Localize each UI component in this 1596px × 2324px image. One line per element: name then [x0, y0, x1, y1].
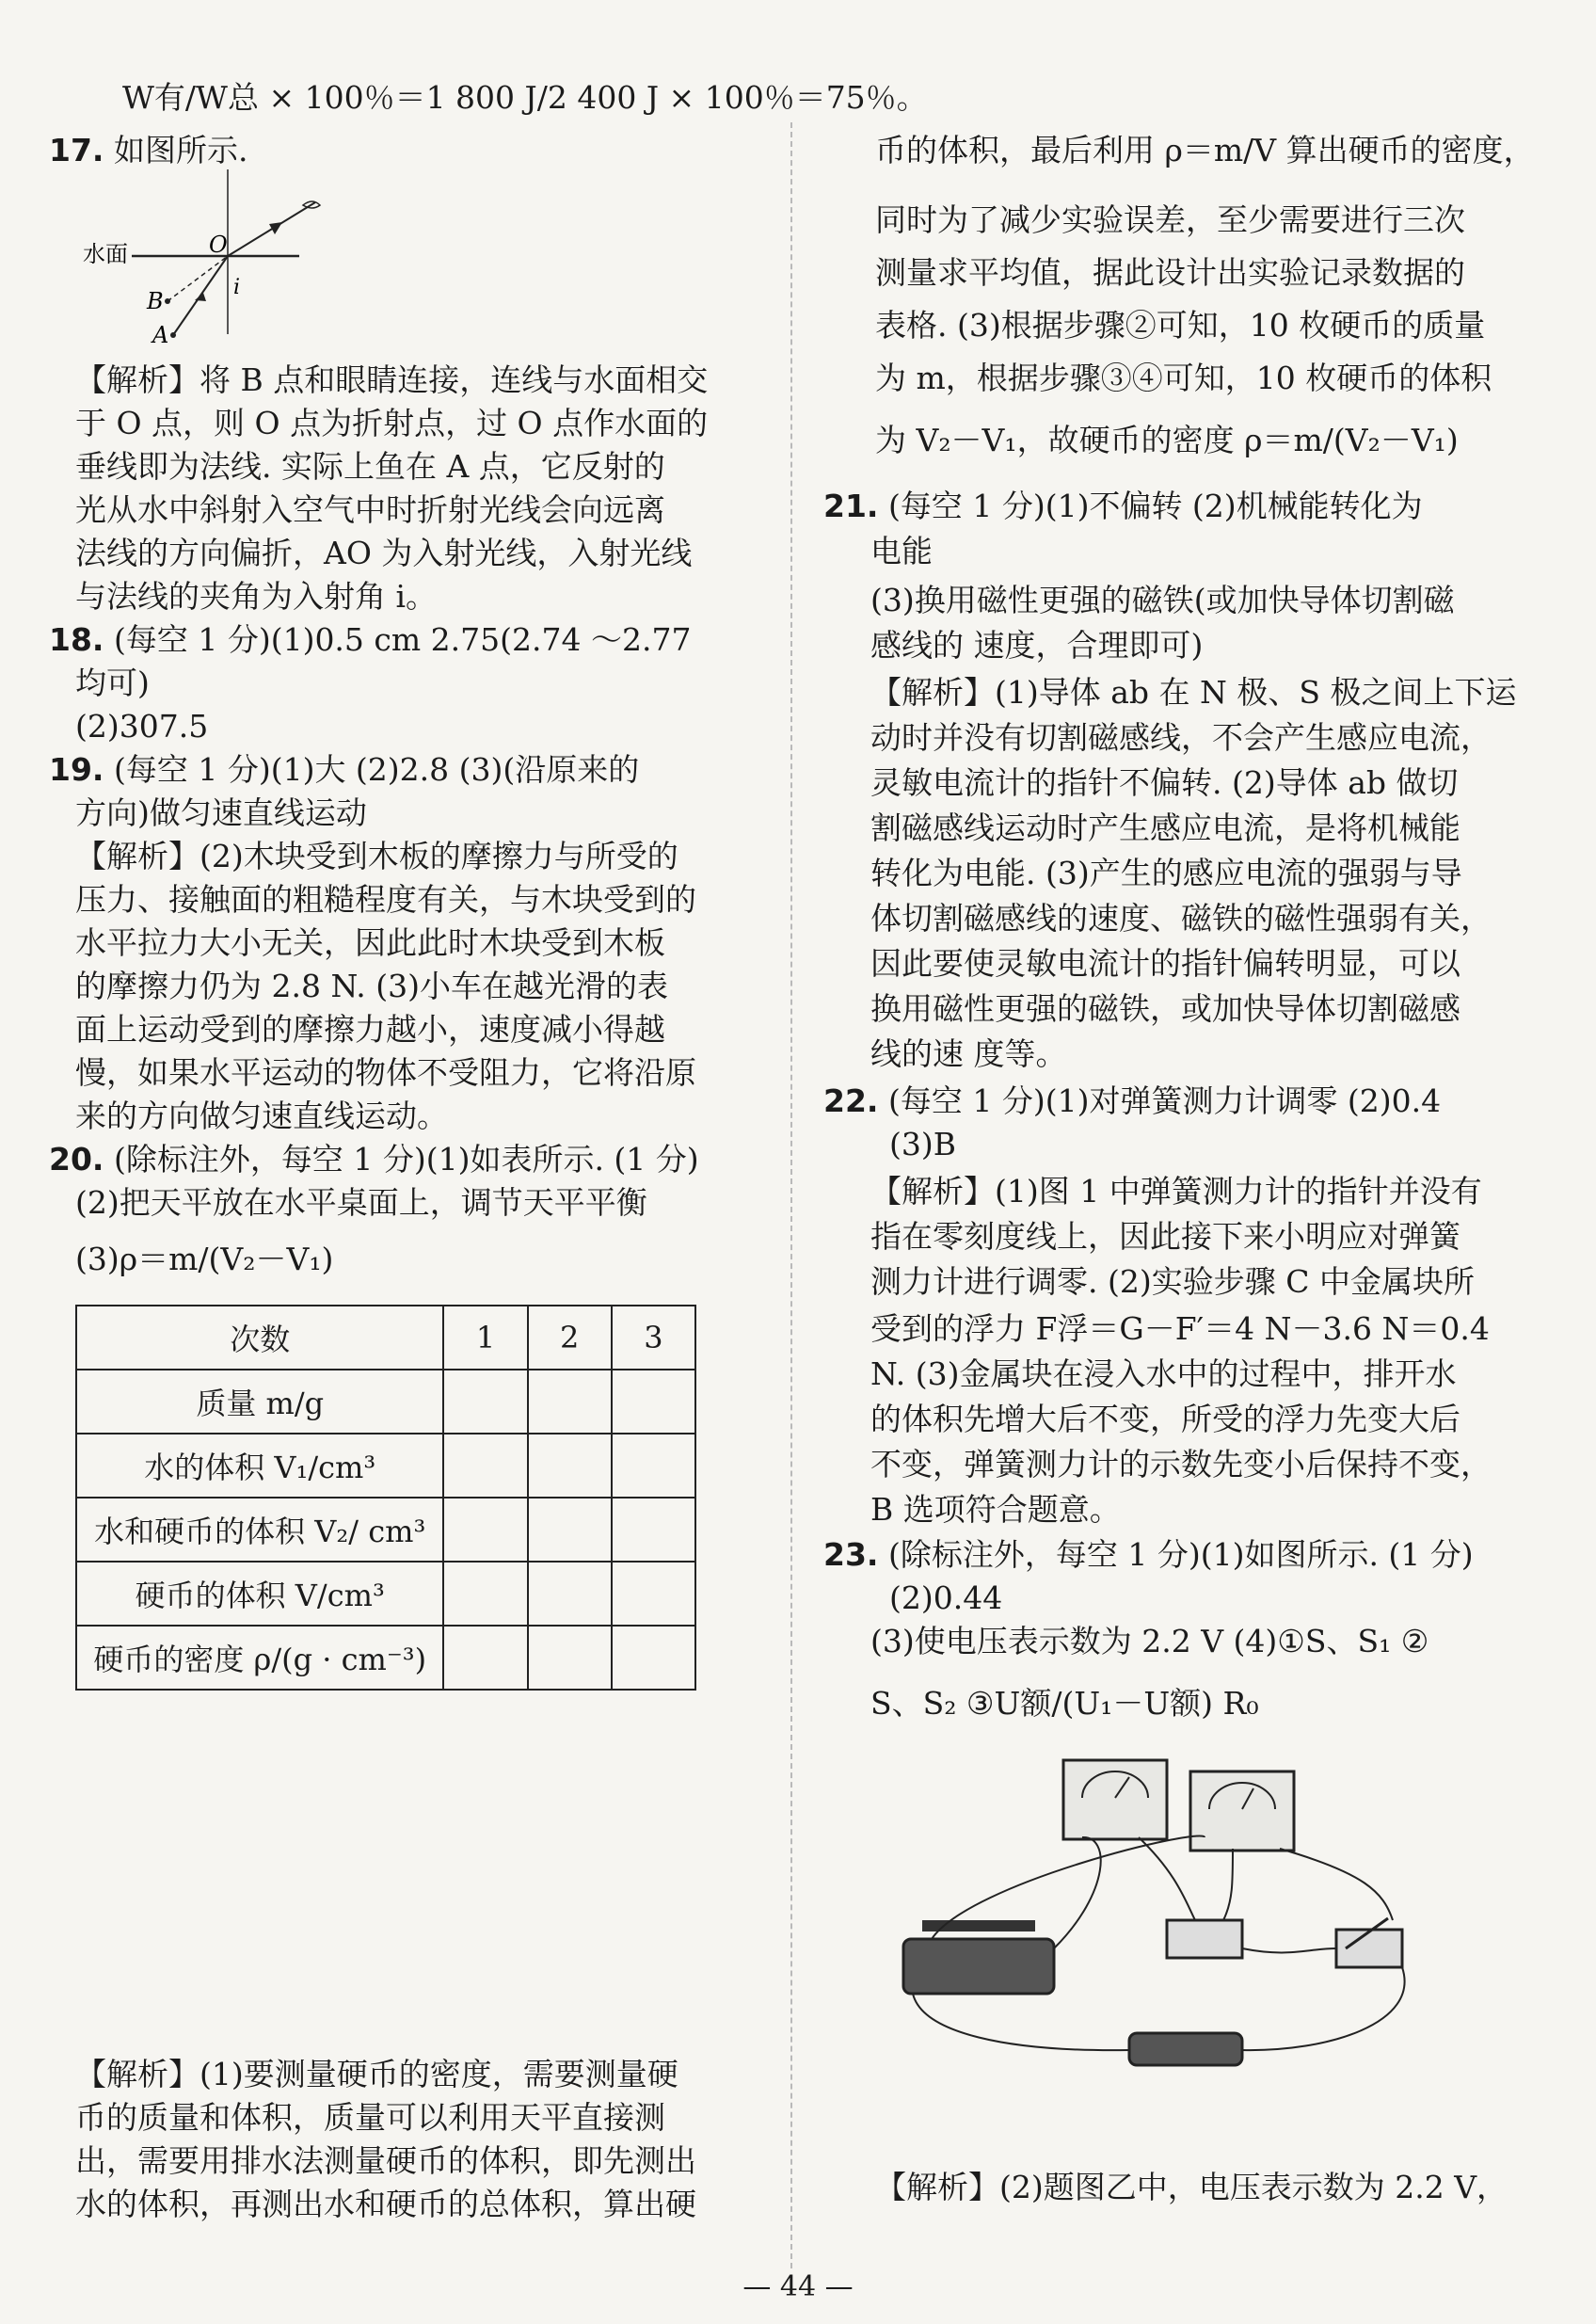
q21-line: 电能: [870, 533, 933, 569]
q23-line: S、S₂ ③U额/(U₁－U额) R₀: [870, 1685, 1259, 1722]
q21-line: 感线的 速度，合理即可): [870, 627, 1204, 664]
q20-cont-line: 同时为了减少实验误差，至少需要进行三次: [875, 201, 1465, 238]
rheostat-icon: [903, 1939, 1054, 1994]
q20-analysis-line: 币的质量和体积，质量可以利用天平直接测: [75, 2099, 665, 2136]
q22-analysis-line: N. (3)金属块在浸入水中的过程中，排开水: [870, 1355, 1457, 1392]
q20-cont-line: 测量求平均值，据此设计出实验记录数据的: [875, 254, 1465, 291]
q21-analysis-line: 灵敏电流计的指针不偏转. (2)导体 ab 做切: [870, 764, 1459, 801]
q18-line: (2)307.5: [75, 708, 209, 745]
q20-analysis-line: 水的体积，再测出水和硬币的总体积，算出硬: [75, 2186, 696, 2222]
q19-analysis-line: 压力、接触面的粗糙程度有关，与木块受到的: [75, 881, 696, 918]
table-header-row: [76, 1306, 695, 1370]
q22-line: (3)B: [889, 1126, 956, 1162]
q21-analysis-line: 转化为电能. (3)产生的感应电流的强弱与导: [870, 855, 1462, 891]
q19-analysis-line: 来的方向做匀速直线运动。: [75, 1098, 448, 1134]
q17-analysis-line: 与法线的夹角为入射角 i。: [75, 578, 438, 615]
wire: [1242, 1948, 1336, 1952]
q20-line: (3)ρ＝m/(V₂－V₁): [75, 1241, 334, 1277]
q19-analysis-line: 面上运动受到的摩擦力越小，速度减小得越: [75, 1011, 665, 1048]
q21-analysis-line: 【解析】(1)导体 ab 在 N 极、S 极之间上下运: [870, 674, 1517, 711]
table-row-label: 质量 m/g: [76, 1370, 443, 1434]
wire: [1280, 1849, 1393, 1920]
q19-analysis-line: 水平拉力大小无关，因此此时木块受到木板: [75, 924, 665, 961]
q23-number: 23.: [823, 1536, 879, 1573]
q19-number: 19.: [49, 751, 104, 788]
q21-line: (3)换用磁性更强的磁铁(或加快导体切割磁: [870, 582, 1455, 618]
q20-cont-line: 为 V₂－V₁，故硬币的密度 ρ＝m/(V₂－V₁): [875, 422, 1459, 458]
question-19: [49, 751, 639, 789]
q21-analysis-line: 体切割磁感线的速度、磁铁的磁性强弱有关，: [870, 900, 1492, 937]
label-i: i: [233, 276, 241, 299]
table-header-cell: 2: [528, 1306, 612, 1370]
q20-analysis-line: 出，需要用排水法测量硬币的体积，即先测出: [75, 2142, 696, 2179]
q19-analysis-line: 的摩擦力仍为 2.8 N. (3)小车在越光滑的表: [75, 968, 668, 1004]
q18-number: 18.: [49, 621, 104, 658]
q22-analysis-line: B 选项符合题意。: [870, 1491, 1121, 1528]
question-23: [823, 1536, 1474, 1574]
q20-cont-line: 币的体积，最后利用 ρ＝m/V 算出硬币的密度，: [875, 132, 1535, 168]
q23-line: (2)0.44: [889, 1579, 1003, 1616]
q17-text: 如图所示.: [113, 132, 248, 168]
table-row-label: 水和硬币的体积 V₂/ cm³: [76, 1498, 443, 1562]
q17-analysis-line: 光从水中斜射入空气中时折射光线会向远离: [75, 491, 665, 528]
q22-analysis-line: 测力计进行调零. (2)实验步骤 C 中金属块所: [870, 1263, 1475, 1300]
wire: [1054, 1837, 1101, 1948]
circuit-diagram: [894, 1751, 1459, 2071]
q22-analysis-line: 不变，弹簧测力计的示数先变小后保持不变，: [870, 1446, 1492, 1483]
record-table: [75, 1305, 696, 1691]
label-B: B: [147, 288, 164, 314]
q21-analysis-line: 线的速 度等。: [870, 1035, 1067, 1072]
table-row-label: 硬币的密度 ρ/(g · cm⁻³): [76, 1626, 443, 1690]
q22-line: (每空 1 分)(1)对弹簧测力计调零 (2)0.4: [887, 1082, 1442, 1119]
q17-analysis-line: 于 O 点，则 O 点为折射点，过 O 点作水面的: [75, 405, 709, 441]
question-20: [49, 1141, 699, 1178]
table-row-label: 水的体积 V₁/cm³: [76, 1434, 443, 1498]
table-header-cell: 次数: [76, 1306, 443, 1370]
question-21: [823, 488, 1423, 525]
q17-analysis-line: 【解析】将 B 点和眼睛连接，连线与水面相交: [75, 361, 709, 398]
q21-analysis-line: 换用磁性更强的磁铁，或加快导体切割磁感: [870, 990, 1460, 1027]
label-water-surface: 水面: [83, 241, 128, 267]
refracted-ray: [228, 202, 315, 256]
q19-analysis-line: 慢，如果水平运动的物体不受阻力，它将沿原: [75, 1054, 696, 1091]
q23-line: (除标注外，每空 1 分)(1)如图所示. (1 分): [887, 1536, 1474, 1573]
label-A: A: [152, 322, 169, 348]
wire: [913, 1994, 1129, 2050]
q21-number: 21.: [823, 488, 879, 524]
table-row: [76, 1498, 695, 1562]
q22-analysis-line: 的体积先增大后不变，所受的浮力先变大后: [870, 1401, 1460, 1437]
column-divider: [790, 122, 792, 2268]
q22-analysis-line: 【解析】(1)图 1 中弹簧测力计的指针并没有: [870, 1173, 1482, 1210]
q22-analysis-line: 受到的浮力 F浮＝G－F′＝4 N－3.6 N＝0.4: [870, 1310, 1490, 1347]
q17-analysis-line: 法线的方向偏折，AO 为入射光线，入射光线: [75, 535, 693, 571]
table-header-cell: 3: [612, 1306, 695, 1370]
table-row-label: 硬币的体积 V/cm³: [76, 1562, 443, 1626]
refracted-ray-arrow: [269, 222, 282, 234]
efficiency-formula: W有/W总 × 100％＝1 800 J/2 400 J × 100％＝75％。: [122, 79, 928, 116]
q23-line: (3)使电压表示数为 2.2 V (4)①S、S₁ ②: [870, 1623, 1429, 1659]
question-22: [823, 1082, 1441, 1120]
table-row: [76, 1562, 695, 1626]
q22-analysis-line: 指在零刻度线上，因此接下来小明应对弹簧: [870, 1218, 1460, 1255]
q23-analysis: 【解析】(2)题图乙中，电压表示数为 2.2 V，: [875, 2169, 1508, 2205]
q21-line: (每空 1 分)(1)不偏转 (2)机械能转化为: [887, 488, 1423, 524]
label-O: O: [209, 232, 228, 258]
q20-number: 20.: [49, 1141, 104, 1178]
dashed-line-B: [168, 256, 228, 301]
table-row: [76, 1370, 695, 1434]
point-A: [170, 332, 176, 338]
table-row: [76, 1434, 695, 1498]
q20-cont-line: 表格. (3)根据步骤②可知，10 枚硬币的质量: [875, 307, 1486, 344]
table-header-cell: 1: [443, 1306, 527, 1370]
question-18: [49, 621, 691, 659]
q21-analysis-line: 割磁感线运动时产生感应电流，是将机械能: [870, 809, 1460, 846]
wire: [1139, 1837, 1195, 1920]
battery-icon: [1129, 2033, 1242, 2065]
wire: [1242, 1967, 1405, 2050]
lamp-icon: [1167, 1920, 1242, 1958]
q20-analysis-line: 【解析】(1)要测量硬币的密度，需要测量硬: [75, 2056, 678, 2092]
q21-analysis-line: 动时并没有切割磁感线，不会产生感应电流，: [870, 719, 1492, 756]
q17-analysis-line: 垂线即为法线. 实际上鱼在 A 点，它反射的: [75, 448, 665, 485]
q20-line: (2)把天平放在水平桌面上，调节天平平衡: [75, 1184, 647, 1221]
q19-line: (每空 1 分)(1)大 (2)2.8 (3)(沿原来的: [113, 751, 640, 788]
q19-line: 方向)做匀速直线运动: [75, 794, 367, 831]
refraction-figure: [83, 160, 395, 348]
q19-analysis-line: 【解析】(2)木块受到木板的摩擦力与所受的: [75, 838, 678, 874]
q18-line: (每空 1 分)(1)0.5 cm 2.75(2.74 ～2.77: [113, 621, 692, 658]
point-B: [165, 298, 170, 304]
q22-number: 22.: [823, 1082, 879, 1119]
page-number: — 44 —: [742, 2270, 854, 2303]
q18-line: 均可): [75, 665, 150, 701]
q20-line: (除标注外，每空 1 分)(1)如表所示. (1 分): [113, 1141, 699, 1178]
q21-analysis-line: 因此要使灵敏电流计的指针偏转明显，可以: [870, 945, 1460, 982]
q20-cont-line: 为 m，根据步骤③④可知，10 枚硬币的体积: [875, 360, 1492, 396]
q17-number: 17.: [49, 132, 104, 168]
table-row: [76, 1626, 695, 1690]
wire: [1223, 1849, 1233, 1920]
